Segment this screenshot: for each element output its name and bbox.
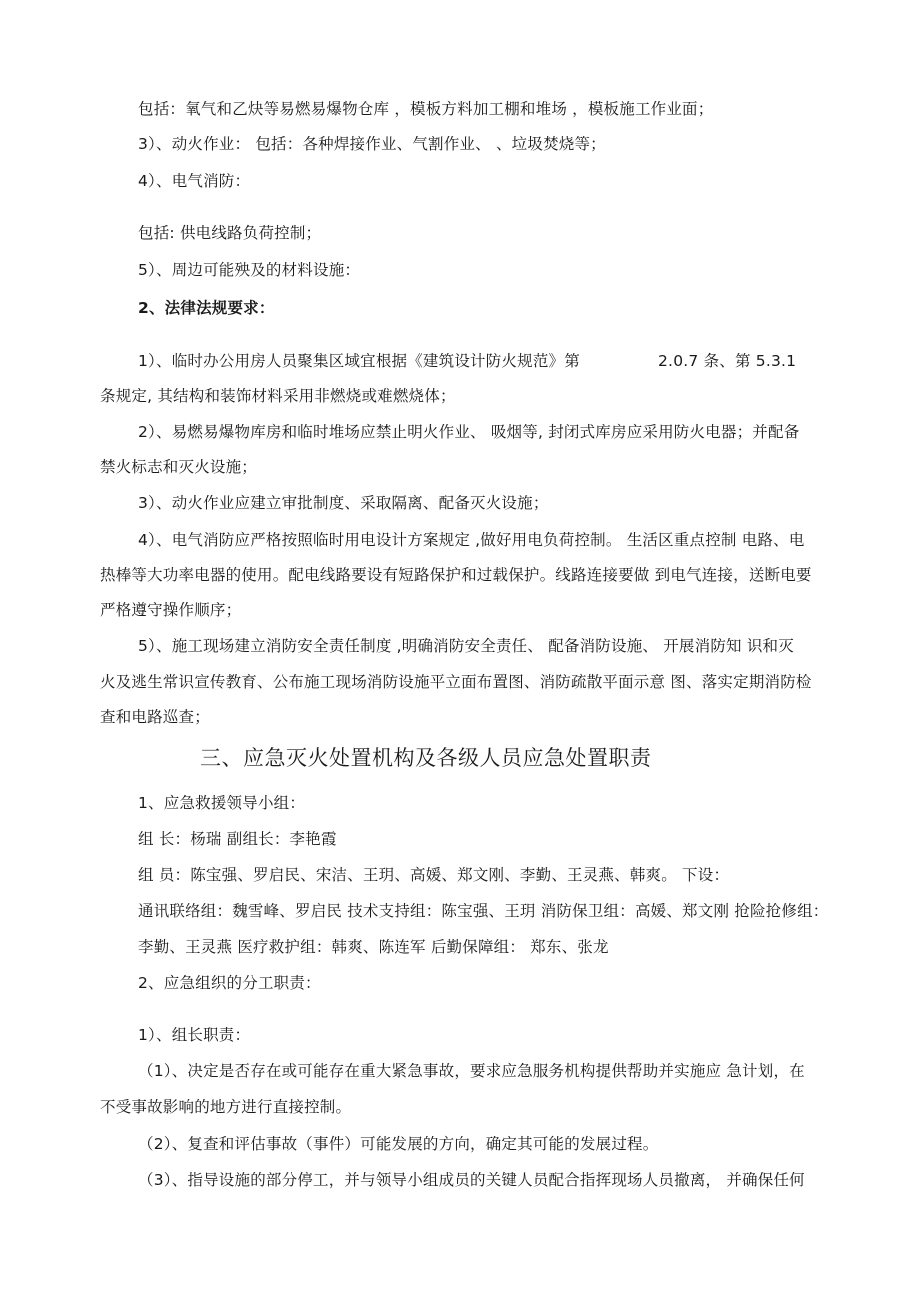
text-line: 5）、周边可能殃及的材料设施：	[138, 261, 361, 279]
text-line: 5）、施工现场建立消防安全责任制度 ,明确消防安全责任、 配备消防设施、 开展消防知 识和灭	[138, 637, 794, 655]
text-line: 火及逃生常识宣传教育、公布施工现场消防设施平立面布置图、消防疏散平面示意 图、落实定期消防检	[100, 673, 812, 691]
text-line: 条规定, 其结构和装饰材料采用非燃烧或难燃烧体；	[100, 387, 456, 405]
text-line: 热棒等大功率电器的使用。配电线路要设有短路保护和过载保护。线路连接要做 到电气连接，送断电要	[100, 566, 812, 584]
subheading: 2、应急组织的分工职责：	[138, 974, 321, 992]
text-line: 包括：氧气和乙炔等易燃易爆物仓库 ，模板方料加工棚和堆场 ，模板施工作业面；	[138, 100, 714, 118]
text-line: （2）、复查和评估事故（事件）可能发展的方向，确定其可能的发展过程。	[138, 1135, 659, 1153]
text-line: 李勤、王灵燕 医疗救护组：韩爽、陈连军 后勤保障组： 郑东、张龙	[138, 938, 609, 956]
text-line: 禁火标志和灭火设施；	[100, 458, 258, 476]
text-line: （1）、决定是否存在或可能存在重大紧急事故，要求应急服务机构提供帮助并实施应 急计划，在	[138, 1062, 805, 1080]
text-line: 组 长：杨瑞 副组长：李艳霞	[138, 830, 337, 848]
subheading: 2、法律法规要求：	[138, 299, 275, 317]
text-line: 4）、电气消防：	[138, 172, 251, 190]
text-line: 3）、动火作业： 包括：各种焊接作业、气割作业、 、垃圾焚烧等；	[138, 135, 606, 153]
subheading: 1、应急救援领导小组：	[138, 794, 306, 812]
text-line: 组 员：陈宝强、罗启民、宋洁、王玥、高媛、郑文刚、李勤、王灵燕、韩爽。 下设：	[138, 866, 730, 884]
text-line: 不受事故影响的地方进行直接控制。	[100, 1098, 352, 1116]
text-line: 2.0.7 条、第 5.3.1	[658, 352, 797, 370]
text-line: 4）、电气消防应严格按照临时用电设计方案规定 ,做好用电负荷控制。 生活区重点控制 电路、电	[138, 531, 805, 549]
text-line: 包括: 供电线路负荷控制；	[138, 224, 322, 242]
text-line: （3）、指导设施的部分停工，并与领导小组成员的关键人员配合指挥现场人员撤离， 并确保任何	[138, 1171, 805, 1189]
text-line: 查和电路巡查；	[100, 708, 210, 726]
text-line: 3）、动火作业应建立审批制度、采取隔离、配备灭火设施；	[138, 494, 549, 512]
text-line: 1）、临时办公用房人员聚集区域宜根据《建筑设计防火规范》第	[138, 352, 580, 370]
text-line: 通讯联络组：魏雪峰、罗启民 技术支持组：陈宝强、王玥 消防保卫组：高媛、郑文刚 抢险抢修组：	[138, 902, 829, 920]
section-heading: 三、应急灭火处置机构及各级人员应急处置职责	[200, 746, 652, 770]
text-line: 1）、组长职责：	[138, 1026, 251, 1044]
text-line: 2）、易燃易爆物库房和临时堆场应禁止明火作业、 吸烟等, 封闭式库房应采用防火电器；并配备	[138, 423, 800, 441]
text-line: 严格遵守操作顺序；	[100, 601, 242, 619]
